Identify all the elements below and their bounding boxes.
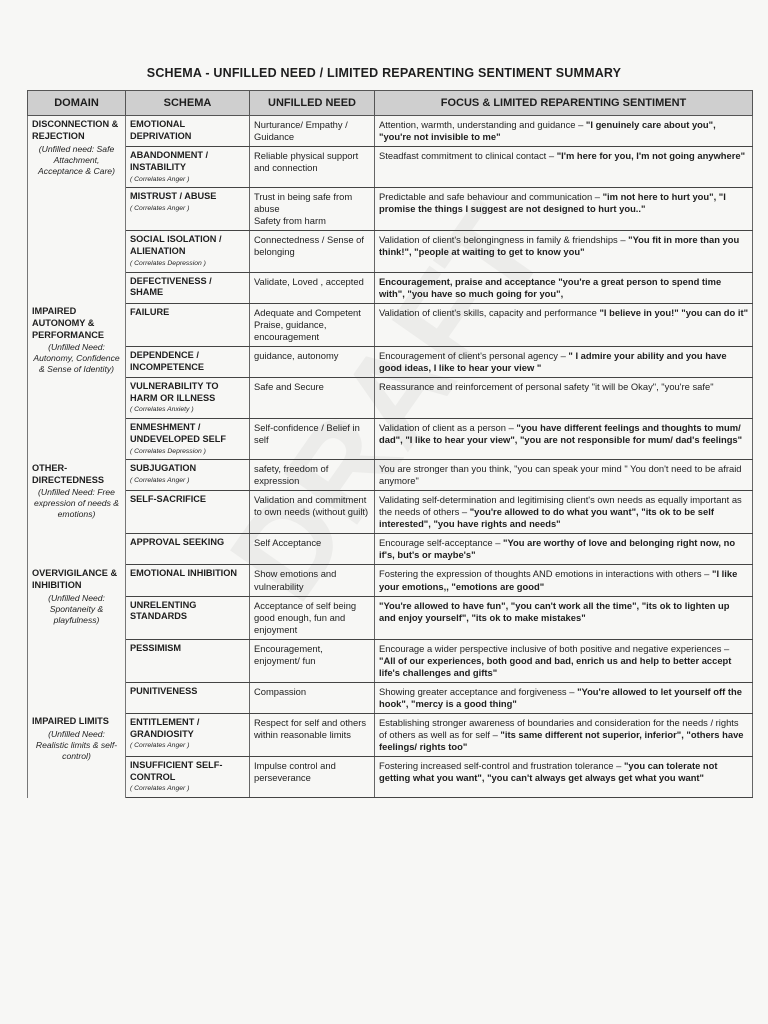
table-row [28, 713, 753, 756]
reparenting-sentiment: "I genuinely care about you", "you're not invisible to me" [379, 119, 716, 143]
unfilled-need-text: Praise, guidance, encouragement [254, 318, 327, 342]
focus-description: Validation of client as a person – [379, 422, 514, 434]
schema-cell [126, 713, 250, 756]
unfilled-need-cell [250, 682, 375, 713]
schema-cell [126, 231, 250, 272]
unfilled-need-text: Self-confidence / Belief in self [254, 422, 360, 446]
table-row [28, 116, 753, 147]
focus-cell [375, 272, 753, 303]
schema-name: ENTITLEMENT / GRANDIOSITY [130, 716, 200, 739]
unfilled-need-text: guidance, autonomy [254, 349, 339, 361]
table-body [28, 116, 753, 798]
focus-cell [375, 460, 753, 491]
focus-cell [375, 682, 753, 713]
focus-description: Establishing stronger awareness of boundaries and consideration for the needs / rights of others as well as for self – [379, 716, 739, 740]
schema-name: SUBJUGATION [130, 463, 197, 474]
focus-description: Fostering increased self-control and frustration tolerance – [379, 759, 622, 771]
schema-correlate-note: ( Correlates Anxiety ) [130, 406, 194, 414]
table-row [28, 596, 753, 639]
schema-name: UNRELENTING STANDARDS [130, 599, 197, 622]
unfilled-need-cell [250, 377, 375, 418]
domain-cell [28, 565, 126, 713]
schema-cell [126, 534, 250, 565]
focus-cell [375, 231, 753, 272]
unfilled-need-cell [250, 565, 375, 596]
unfilled-need-cell [250, 419, 375, 460]
unfilled-need-cell [250, 756, 375, 797]
reparenting-sentiment: "I believe in you!" "you can do it" [599, 306, 749, 318]
focus-cell [375, 596, 753, 639]
table-row [28, 272, 753, 303]
schema-name: DEFECTIVENESS / SHAME [130, 275, 212, 298]
focus-cell [375, 377, 753, 418]
unfilled-need-cell [250, 491, 375, 534]
unfilled-need-cell [250, 147, 375, 188]
reparenting-sentiment: " I admire your ability and you have good ideas, I like to hear your view " [379, 349, 727, 373]
focus-description: Predictable and safe behaviour and communication – [379, 191, 600, 203]
table-row [28, 639, 753, 682]
unfilled-need-cell [250, 639, 375, 682]
unfilled-need-cell [250, 116, 375, 147]
focus-cell [375, 565, 753, 596]
domain-cell [28, 116, 126, 304]
table-row [28, 231, 753, 272]
focus-cell [375, 303, 753, 346]
schema-cell [126, 188, 250, 231]
schema-correlate-note: ( Correlates Depression ) [130, 447, 206, 455]
unfilled-need-text: Adequate and Competent [254, 306, 361, 318]
unfilled-need-cell [250, 596, 375, 639]
reparenting-sentiment: "you have different feelings and thoughts to mum/ dad", "I like to hear your view", "you are not responsible for mum/ dad's feelings" [379, 422, 743, 446]
schema-name: FAILURE [130, 306, 170, 317]
table-row [28, 565, 753, 596]
focus-cell [375, 491, 753, 534]
unfilled-need-text: Self Acceptance [254, 537, 322, 549]
schema-cell [126, 377, 250, 418]
schema-cell [126, 639, 250, 682]
table-row [28, 147, 753, 188]
focus-description: Validation of client's belongingness in family & friendships – [379, 234, 626, 246]
schema-correlate-note: ( Correlates Anger ) [130, 742, 190, 750]
focus-description: Validating self-determination and legitimising client's own needs as equally important as the needs of others – [379, 494, 742, 518]
unfilled-need-cell [250, 713, 375, 756]
schema-name: MISTRUST / ABUSE [130, 191, 217, 202]
table-row [28, 188, 753, 231]
table-row [28, 377, 753, 418]
table-row [28, 419, 753, 460]
schema-cell [126, 491, 250, 534]
unfilled-need-text: Respect for self and others within reasonable limits [254, 716, 367, 740]
focus-description: You are stronger than you think, "you can speak your mind " You don't need to be afraid anymore" [379, 463, 742, 487]
schema-name: PESSIMISM [130, 642, 182, 653]
focus-description: Fostering the expression of thoughts AND emotions in interactions with others – [379, 568, 710, 580]
focus-description: Encouragement of client's personal agency – [379, 349, 566, 361]
unfilled-need-cell [250, 346, 375, 377]
unfilled-need-text: Show emotions and vulnerability [254, 568, 337, 592]
focus-cell [375, 534, 753, 565]
schema-cell [126, 596, 250, 639]
unfilled-need-text: Nurturance/ Empathy / Guidance [254, 119, 348, 143]
domain-name: DISCONNECTION & REJECTION [32, 119, 119, 141]
schema-name: SOCIAL ISOLATION / ALIENATION [130, 234, 222, 257]
table-header-row [28, 91, 753, 116]
focus-cell [375, 713, 753, 756]
focus-description: Showing greater acceptance and forgiveness – [379, 685, 575, 697]
header-focus: FOCUS & LIMITED REPARENTING SENTIMENT [375, 91, 753, 116]
focus-cell [375, 346, 753, 377]
domain-unfilled-need: (Unfilled need: Safe Attachment, Acceptance & Care) [38, 143, 115, 176]
table-row [28, 460, 753, 491]
focus-description: Encourage self-acceptance – [379, 537, 501, 549]
unfilled-need-text: Reliable physical support and connection [254, 150, 359, 174]
focus-cell [375, 188, 753, 231]
unfilled-need-text: Validate, Loved , accepted [254, 275, 364, 287]
reparenting-sentiment: "You're allowed to have fun", "you can't work all the time", "its ok to lighten up and enjoy yourself", "its ok to make mistakes" [379, 599, 730, 623]
domain-cell [28, 460, 126, 565]
unfilled-need-cell [250, 460, 375, 491]
unfilled-need-cell [250, 231, 375, 272]
domain-name: IMPAIRED AUTONOMY & PERFORMANCE [32, 306, 104, 340]
focus-description: Reassurance and reinforcement of personal safety "it will be Okay", "you're safe" [379, 380, 714, 392]
unfilled-need-text: Safety from harm [254, 215, 326, 227]
schema-cell [126, 419, 250, 460]
schema-table [27, 90, 753, 798]
reparenting-sentiment: "its same different not superior, inferior", "others have feelings/ rights too" [379, 728, 744, 752]
schema-cell [126, 116, 250, 147]
unfilled-need-text: Safe and Secure [254, 380, 324, 392]
table-row [28, 303, 753, 346]
reparenting-sentiment: "I like your emotions,, "emotions are good" [379, 568, 738, 592]
table-row [28, 346, 753, 377]
reparenting-sentiment: "im not here to hurt you", "I promise the things I suggest are not designed to hurt you.." [379, 191, 726, 215]
reparenting-sentiment: "You're allowed to let yourself off the hook", "mercy is a good thing" [379, 685, 742, 709]
unfilled-need-text: Encouragement, enjoyment/ fun [254, 642, 323, 666]
page-title: SCHEMA - UNFILLED NEED / LIMITED REPARENTING SENTIMENT SUMMARY [146, 66, 622, 80]
focus-cell [375, 756, 753, 797]
focus-cell [375, 419, 753, 460]
schema-name: EMOTIONAL DEPRIVATION [130, 119, 192, 141]
header-domain: DOMAIN [28, 91, 126, 116]
focus-cell [375, 639, 753, 682]
schema-name: ENMESHMENT / UNDEVELOPED SELF [130, 422, 226, 444]
unfilled-need-text: safety, freedom of expression [254, 463, 329, 487]
schema-name: SELF-SACRIFICE [130, 494, 207, 505]
domain-name: OVERVIGILANCE & INHIBITION [32, 567, 118, 590]
schema-cell [126, 682, 250, 713]
focus-description: Steadfast commitment to clinical contact – [379, 150, 555, 162]
schema-name: INSUFFICIENT SELF-CONTROL [130, 759, 223, 782]
domain-name: IMPAIRED LIMITS [32, 716, 109, 727]
unfilled-need-text: Compassion [254, 685, 307, 697]
domain-unfilled-need: (Unfilled Need: Autonomy, Confidence & Sense of Identity) [33, 342, 120, 375]
schema-cell [126, 272, 250, 303]
header-unfilled-need: UNFILLED NEED [250, 91, 375, 116]
schema-cell [126, 303, 250, 346]
unfilled-need-cell [250, 534, 375, 565]
schema-name: DEPENDENCE / INCOMPETENCE [130, 349, 205, 372]
focus-cell [375, 147, 753, 188]
schema-cell [126, 147, 250, 188]
unfilled-need-text: Trust in being safe from abuse [254, 191, 353, 215]
unfilled-need-text: Connectedness / Sense of belonging [254, 234, 364, 258]
table-row [28, 534, 753, 565]
unfilled-need-text: Validation and commitment to own needs (without guilt) [254, 494, 369, 518]
focus-cell [375, 116, 753, 147]
reparenting-sentiment: "You fit in more than you think!", "people at waiting to get to know you" [379, 234, 740, 258]
unfilled-need-cell [250, 272, 375, 303]
focus-description: Attention, warmth, understanding and guidance – [379, 119, 584, 130]
focus-description: Encourage a wider perspective inclusive of both positive and negative experiences – [379, 642, 730, 654]
schema-correlate-note: ( Correlates Anger ) [130, 785, 190, 793]
schema-cell [126, 565, 250, 596]
schema-name: EMOTIONAL INHIBITION [130, 568, 238, 579]
reparenting-sentiment: "All of our experiences, both good and bad, enrich us and help to better accept life's challenges and gifts" [379, 654, 732, 678]
schema-name: APPROVAL SEEKING [130, 537, 225, 548]
reparenting-sentiment: "I'm here for you, I'm not going anywhere" [556, 150, 746, 162]
reparenting-sentiment: "you're allowed to do what you want", "its ok to be self interested", "you have rights and needs" [379, 506, 714, 530]
unfilled-need-cell [250, 303, 375, 346]
schema-name: PUNITIVENESS [130, 685, 198, 696]
schema-cell [126, 756, 250, 797]
table-row [28, 682, 753, 713]
schema-cell [126, 460, 250, 491]
schema-name: ABANDONMENT / INSTABILITY [130, 150, 209, 172]
schema-cell [126, 346, 250, 377]
focus-description: Validation of client's skills, capacity and performance [379, 306, 597, 318]
unfilled-need-text: Impulse control and perseverance [254, 759, 336, 783]
header-schema: SCHEMA [126, 91, 250, 116]
schema-correlate-note: ( Correlates Anger ) [130, 205, 190, 213]
domain-cell [28, 303, 126, 460]
reparenting-sentiment: "You are worthy of love and belonging right now, no if's, but's or maybe's" [379, 537, 736, 561]
table-row [28, 491, 753, 534]
reparenting-sentiment: Encouragement, praise and acceptance "you're a great person to spend time with", "you have so much going for you", [379, 275, 722, 299]
domain-cell [28, 713, 126, 797]
domain-unfilled-need: (Unfilled Need: Realistic limits & self-control) [35, 729, 118, 762]
unfilled-need-cell [250, 188, 375, 231]
reparenting-sentiment: "you can tolerate not getting what you want", "you can't always get always get what you want" [379, 759, 718, 783]
schema-name: VULNERABILITY TO HARM OR ILLNESS [130, 380, 219, 403]
schema-correlate-note: ( Correlates Anger ) [130, 477, 190, 485]
domain-unfilled-need: (Unfilled Need: Free expression of needs & emotions) [33, 487, 120, 520]
table-row [28, 756, 753, 797]
schema-correlate-note: ( Correlates Anger ) [130, 175, 190, 183]
domain-name: OTHER-DIRECTEDNESS [32, 462, 104, 485]
schema-correlate-note: ( Correlates Depression ) [130, 259, 206, 267]
domain-unfilled-need: (Unfilled Need: Spontaneity & playfulness) [48, 592, 105, 625]
unfilled-need-text: Acceptance of self being good enough, fun and enjoyment [254, 599, 357, 635]
